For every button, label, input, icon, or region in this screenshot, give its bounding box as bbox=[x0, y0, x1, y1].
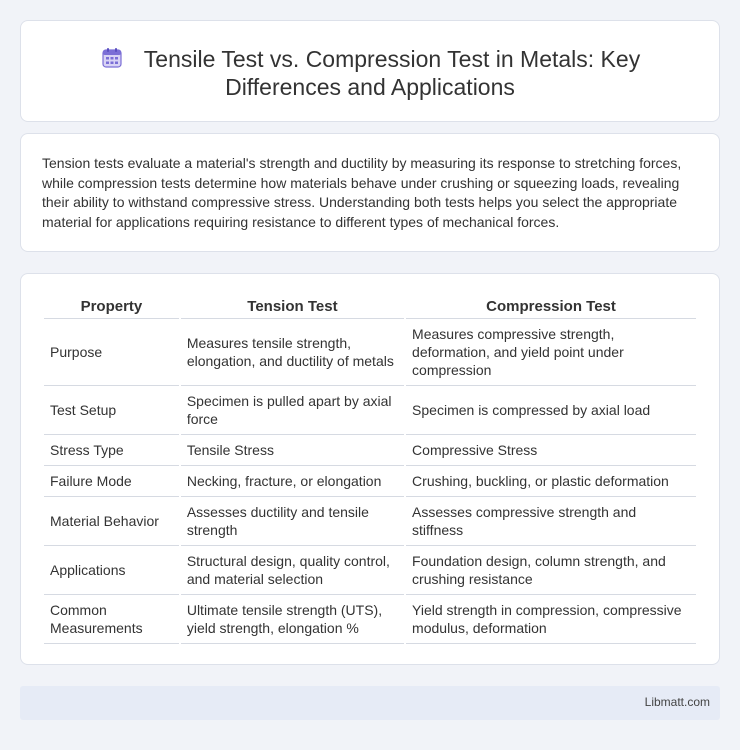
header-tension-test: Tension Test bbox=[181, 295, 404, 319]
cell-property: Purpose bbox=[44, 319, 179, 386]
cell-tension: Necking, fracture, or elongation bbox=[181, 466, 404, 497]
table-row bbox=[44, 435, 696, 466]
cell-compression: Specimen is compressed by axial load bbox=[406, 386, 696, 435]
table-row bbox=[44, 546, 696, 595]
cell-tension: Assesses ductility and tensile strength bbox=[181, 497, 404, 546]
table-row bbox=[44, 386, 696, 435]
comparison-table bbox=[42, 295, 698, 644]
page-title-wrap bbox=[21, 45, 719, 101]
table-row bbox=[44, 595, 696, 644]
cell-compression: Compressive Stress bbox=[406, 435, 696, 466]
table-row bbox=[44, 497, 696, 546]
cell-property: Material Behavior bbox=[44, 497, 179, 546]
footer-site-link[interactable]: Libmatt.com bbox=[644, 695, 710, 709]
table-row bbox=[44, 466, 696, 497]
intro-card bbox=[20, 133, 720, 252]
cell-compression: Crushing, buckling, or plastic deformation bbox=[406, 466, 696, 497]
header-compression-test: Compression Test bbox=[406, 295, 696, 319]
cell-compression: Foundation design, column strength, and crushing resistance bbox=[406, 546, 696, 595]
intro-paragraph: Tension tests evaluate a material's strength and ductility by measuring its response to stretching forces, while compression tests determine how materials behave under crushing or squeezing loads, revealing their ability to withstand compressive stress. Understanding both tests helps you select the appropriate material for applications requiring resistance to different types of mechanical forces. bbox=[42, 155, 682, 230]
table-row bbox=[44, 319, 696, 386]
cell-tension: Structural design, quality control, and material selection bbox=[181, 546, 404, 595]
cell-property: Applications bbox=[44, 546, 179, 595]
cell-compression: Measures compressive strength, deformation, and yield point under compression bbox=[406, 319, 696, 386]
table-header-row bbox=[44, 295, 696, 319]
cell-property: Common Measurements bbox=[44, 595, 179, 644]
page-title: Tensile Test vs. Compression Test in Metals: Key Differences and Applications bbox=[143, 46, 641, 100]
title-card bbox=[20, 20, 720, 122]
cell-property: Stress Type bbox=[44, 435, 179, 466]
cell-compression: Yield strength in compression, compressive modulus, deformation bbox=[406, 595, 696, 644]
cell-tension: Measures tensile strength, elongation, and ductility of metals bbox=[181, 319, 404, 386]
cell-tension: Specimen is pulled apart by axial force bbox=[181, 386, 404, 435]
cell-property: Test Setup bbox=[44, 386, 179, 435]
cell-compression: Assesses compressive strength and stiffness bbox=[406, 497, 696, 546]
header-property: Property bbox=[44, 295, 179, 319]
footer bbox=[20, 686, 720, 720]
table-card bbox=[20, 273, 720, 665]
calendar-icon bbox=[100, 46, 124, 70]
cell-tension: Ultimate tensile strength (UTS), yield strength, elongation % bbox=[181, 595, 404, 644]
cell-tension: Tensile Stress bbox=[181, 435, 404, 466]
cell-property: Failure Mode bbox=[44, 466, 179, 497]
